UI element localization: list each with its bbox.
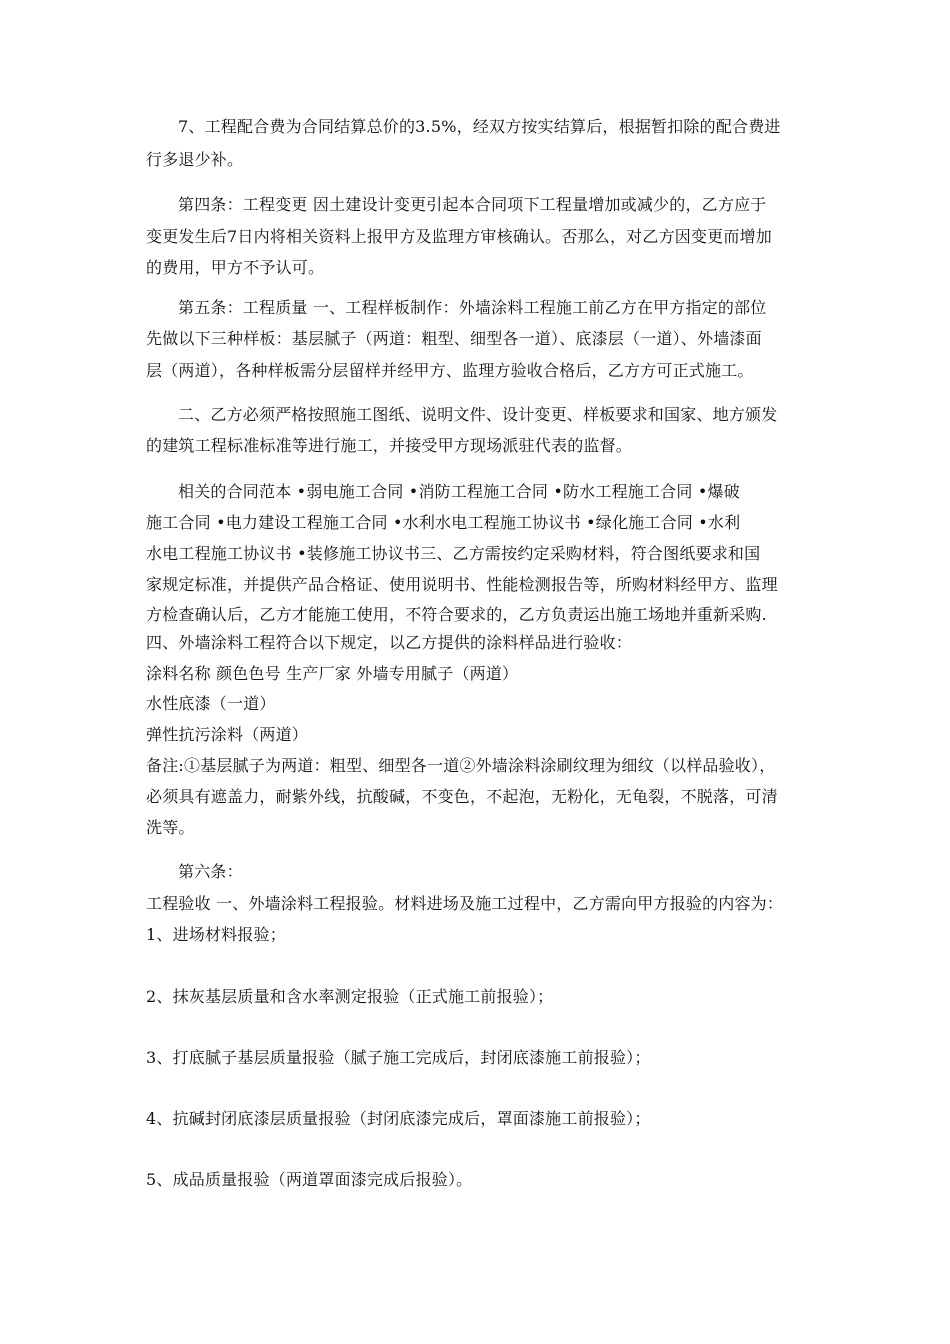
list-item: 4、抗碱封闭底漆层质量报验（封闭底漆完成后，罩面漆施工前报验）；: [146, 1109, 651, 1128]
list-item: 3、打底腻子基层质量报验（腻子施工完成后，封闭底漆施工前报验）；: [146, 1048, 651, 1067]
list-item: 1、进场材料报验；: [146, 925, 286, 944]
paragraph-line: 第六条：: [178, 862, 243, 881]
paragraph-line: 先做以下三种样板：基层腻子（两道：粗型、细型各一道）、底漆层（一道）、外墙漆面: [146, 329, 762, 348]
paragraph-line: 必须具有遮盖力，耐紫外线，抗酸碱，不变色，不起泡，无粉化，无龟裂，不脱落，可清: [146, 787, 778, 806]
paragraph-line: 7、工程配合费为合同结算总价的3.5%，经双方按实结算后，根据暂扣除的配合费进: [178, 117, 781, 136]
paragraph-line: 水性底漆（一道）: [146, 694, 276, 713]
paragraph-line: 水电工程施工协议书 •装修施工协议书三、乙方需按约定采购材料，符合图纸要求和国: [146, 544, 761, 563]
paragraph-line: 工程验收 一、外墙涂料工程报验。材料进场及施工过程中，乙方需向甲方报验的内容为：: [146, 894, 784, 913]
paragraph-line: 施工合同 •电力建设工程施工合同 •水利水电工程施工协议书 •绿化施工合同 •水利: [146, 513, 741, 532]
paragraph-line: 备注:①基层腻子为两道：粗型、细型各一道②外墙涂料涂刷纹理为细纹（以样品验收），: [146, 756, 776, 775]
paragraph-line: 弹性抗污涂料（两道）: [146, 725, 309, 744]
paragraph-line: 家规定标准，并提供产品合格证、使用说明书、性能检测报告等，所购材料经甲方、监理: [146, 575, 778, 594]
paragraph-line: 洗等。: [146, 818, 195, 837]
paragraph-line: 二、乙方必须严格按照施工图纸、说明文件、设计变更、样板要求和国家、地方颁发: [178, 405, 778, 424]
paragraph-line: 层（两道），各种样板需分层留样并经甲方、监理方验收合格后，乙方方可正式施工。: [146, 361, 754, 380]
paragraph-line: 涂料名称 颜色色号 生产厂家 外墙专用腻子（两道）: [146, 664, 519, 683]
paragraph-line: 的建筑工程标准标准等进行施工，并接受甲方现场派驻代表的监督。: [146, 436, 633, 455]
paragraph-line: 的费用，甲方不予认可。: [146, 258, 325, 277]
paragraph-line: 第五条：工程质量 一、工程样板制作：外墙涂料工程施工前乙方在甲方指定的部位: [178, 298, 767, 317]
paragraph-line: 变更发生后7日内将相关资料上报甲方及监理方审核确认。否那么，对乙方因变更而增加: [146, 227, 772, 246]
paragraph-line: 相关的合同范本 •弱电施工合同 •消防工程施工合同 •防水工程施工合同 •爆破: [178, 482, 740, 501]
paragraph-line: 四、外墙涂料工程符合以下规定，以乙方提供的涂料样品进行验收：: [146, 633, 633, 652]
paragraph-line: 方检查确认后，乙方才能施工使用，不符合要求的，乙方负责运出施工场地并重新采购.: [146, 605, 767, 624]
paragraph-line: 第四条：工程变更 因土建设计变更引起本合同项下工程量增加或减少的，乙方应于: [178, 195, 767, 214]
paragraph-line: 行多退少补。: [146, 150, 244, 169]
list-item: 2、抹灰基层质量和含水率测定报验（正式施工前报验）；: [146, 987, 554, 1006]
list-item: 5、成品质量报验（两道罩面漆完成后报验）。: [146, 1170, 473, 1189]
